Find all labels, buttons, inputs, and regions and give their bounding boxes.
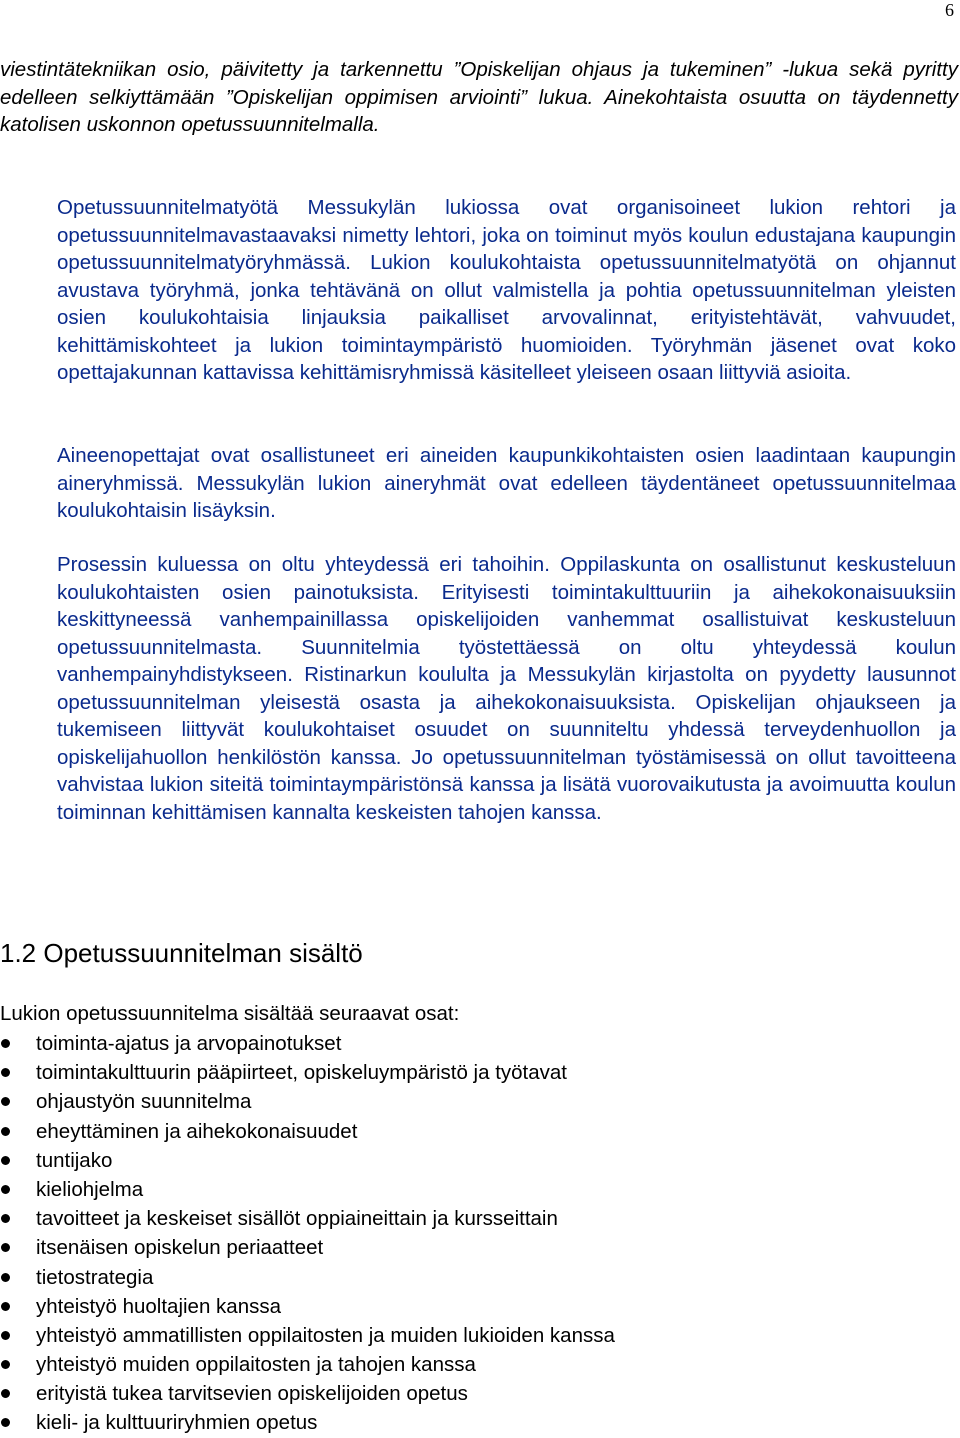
section-heading: 1.2 Opetussuunnitelman sisältö [0,938,363,968]
list-item [0,1087,615,1116]
list-item-text: kieli- ja kulttuuriryhmien opetus [36,1411,318,1435]
list-intro: Lukion opetussuunnitelma sisältää seuraavat osat: [0,1002,460,1025]
list-item-text: eheyttäminen ja aihekokonaisuudet [36,1119,358,1143]
process-paragraph [57,551,956,826]
paragraph-text: Opetussuunnitelmatyötä Messukylän lukiossa ovat organisoineet lukion rehtori ja opetussuunnitelmavastaavaksi nimetty lehtori, joka on toiminut myös koulun edustajana kaupungin opetussuunnitelmatyöryhmässä. Lukion koulukohtaista opetussuunnitelmatyötä on ohjannut avustava työryhmä, jonka tehtävänä on ollut valmistella ja pohtia opetussuunnitelman yleisten osien koulukohtaisia linjauksia paikalliset arvovalinnat, erityistehtävät, vahvuudet, kehittämiskohteet ja lukion toimintaympäristö huomioiden. Työryhmän jäsenet ovat koko opettajakunnan kattavissa kehittämisryhmissä käsitelleet yleiseen osaan liittyviä asioita. [57,196,956,384]
list-item-text: tavoitteet ja keskeiset sisällöt oppiaineittain ja kursseittain [36,1207,558,1231]
list-item-text: erityistä tukea tarvitsevien opiskelijoiden opetus [36,1382,468,1406]
list-item-text: ohjaustyön suunnitelma [36,1090,252,1114]
list-item-text: yhteistyö ammatillisten oppilaitosten ja muiden lukioiden kanssa [36,1323,615,1347]
bullet-icon [1,1039,10,1048]
paragraph-text: Prosessin kuluessa on oltu yhteydessä eri tahoihin. Oppilaskunta on osallistunut keskusteluun koulukohtaisten osien painotuksista. Erityisesti toimintakulttuuriin ja aihekokonaisuuksiin keskittyneessä vanhempainillassa opiskelijoiden vanhemmat osallistuivat keskusteluun opetussuunnitelmasta. Suunnitelmia työstettäessä on oltu yhteydessä koulun vanhempainyhdistykseen. Ristinarkun koululta ja Messukylän kirjastolta on pyydetty lausunnot opetussuunnitelman yleisestä osasta ja aihekokonaisuuksista. Opiskelijan ohjaukseen ja tukemiseen liittyvät koulukohtaiset osuudet on suunniteltu yhdessä terveydenhuollon ja opiskelijahuollon henkilöstön kanssa. Jo opetussuunnitelman työstämisessä on ollut tavoitteena vahvistaa lukion siteitä toimintaympäristönsä kanssa ja lisätä vuorovaikutusta ja avoimuutta koulun toiminnan kehittämisen kannalta keskeisten tahojen kanssa. [57,553,956,824]
page-number: 6 [945,0,954,20]
bullet-icon [1,1127,10,1136]
paragraph-text: Aineenopettajat ovat osallistuneet eri aineiden kaupunkikohtaisten osien laadintaan kaupungin aineryhmissä. Messukylän lukion aineryhmät ovat edelleen täydentäneet opetussuunnitelmaa koulukohtaisin lisäyksin. [57,444,956,522]
list-item [0,1292,615,1321]
list-item [0,1233,615,1262]
list-item-text: kieliohjelma [36,1177,144,1201]
intro-paragraph: viestintätekniikan osio, päivitetty ja tarkennettu ”Opiskelijan ohjaus ja tukeminen” -lukua sekä pyritty edelleen selkiyttämään ”Opiskelijan oppimisen arviointi” lukua. Ainekohtaista osuutta on täydennetty katolisen uskonnon opetussuunnitelmalla. [0,58,958,136]
list-item [0,1204,615,1233]
list-item-text: toiminta-ajatus ja arvopainotukset [36,1032,342,1055]
list-item-text: itsenäisen opiskelun periaatteet [36,1236,324,1260]
bullet-icon [1,1243,10,1252]
subject-teachers-paragraph [57,442,956,525]
list-item [0,1175,615,1204]
list-item [0,1029,615,1058]
list-item [0,1058,615,1087]
list-item [0,1321,615,1350]
bullet-icon [1,1156,10,1165]
list-item-text: yhteistyö huoltajien kanssa [36,1294,282,1318]
list-item-text: tuntijako [36,1148,113,1172]
organization-paragraph [57,194,956,387]
bullet-icon [1,1302,10,1311]
bullet-icon [1,1185,10,1194]
list-item-text: toimintakulttuurin pääpiirteet, opiskeluympäristö ja työtavat [36,1061,567,1085]
list-item [0,1350,615,1379]
bullet-icon [1,1418,10,1427]
bullet-icon [1,1389,10,1398]
bullet-icon [1,1097,10,1106]
list-item [0,1117,615,1146]
bullet-icon [1,1273,10,1282]
list-item-text: yhteistyö muiden oppilaitosten ja tahojen kanssa [36,1353,476,1377]
list-item [0,1408,615,1437]
bullet-icon [1,1214,10,1223]
list-item [0,1146,615,1175]
contents-list [0,1029,615,1438]
list-item [0,1379,615,1408]
list-item-text: tietostrategia [36,1265,154,1289]
bullet-icon [1,1360,10,1369]
list-item [0,1263,615,1292]
bullet-icon [1,1068,10,1077]
bullet-icon [1,1331,10,1340]
